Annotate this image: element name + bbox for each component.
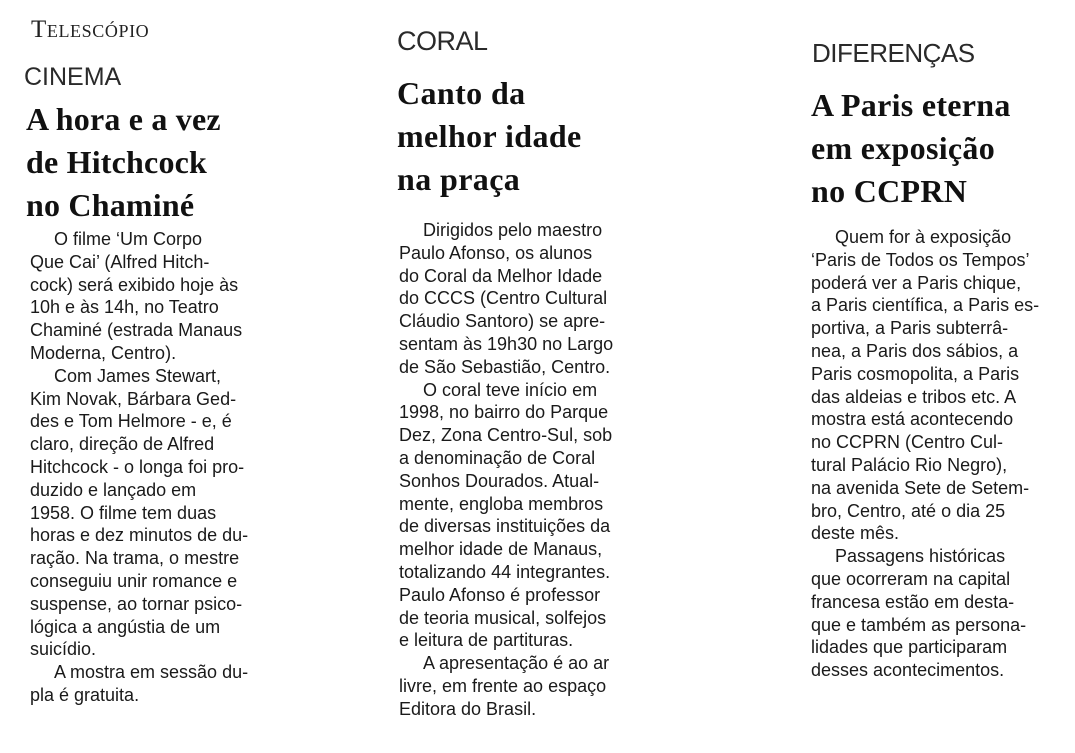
headline-line: Canto da	[397, 75, 526, 111]
section-label-telescopio: Telescópio	[31, 16, 150, 43]
body-line: totalizando 44 integrantes.	[399, 561, 611, 582]
body-line: suicídio.	[30, 639, 97, 660]
body-line: claro, direção de Alfred	[30, 434, 215, 455]
body-line: no CCPRN (Centro Cul-	[811, 432, 1004, 453]
body-line: A apresentação é ao ar	[423, 653, 610, 674]
body-line: que ocorreram na capital	[811, 568, 1011, 589]
body-line: poderá ver a Paris chique,	[811, 272, 1022, 293]
body-line: sentam às 19h30 no Largo	[399, 333, 614, 354]
body-line: de teoria musical, solfejos	[399, 607, 607, 628]
body-line: mente, engloba membros	[399, 493, 604, 514]
article-body-coral	[399, 219, 613, 721]
headline-line: no Chaminé	[26, 187, 195, 223]
body-line: ração. Na trama, o mestre	[30, 548, 240, 569]
headline-line: em exposição	[811, 130, 996, 166]
body-line: Cláudio Santoro) se apre-	[399, 311, 606, 332]
body-line: A mostra em sessão du-	[54, 662, 249, 683]
body-line: Editora do Brasil.	[399, 698, 537, 719]
body-line: 1958. O filme tem duas	[30, 502, 217, 523]
body-line: des e Tom Helmore - e, é	[30, 411, 232, 432]
headline-hitchcock	[26, 98, 221, 227]
body-line: 1998, no bairro do Parque	[399, 402, 609, 423]
body-line: do Coral da Melhor Idade	[399, 265, 603, 286]
body-line: O filme ‘Um Corpo	[54, 229, 203, 249]
body-line: Paris cosmopolita, a Paris	[811, 363, 1020, 384]
body-line: e leitura de partituras.	[399, 630, 574, 651]
body-line: a Paris científica, a Paris es-	[811, 295, 1040, 316]
section-label-diferencas: DIFERENÇAS	[812, 38, 975, 68]
body-line: Quem for à exposição	[835, 227, 1012, 247]
body-line: francesa estão em desta-	[811, 591, 1015, 612]
body-line: Dez, Zona Centro-Sul, sob	[399, 425, 613, 446]
body-line: desses acontecimentos.	[811, 660, 1005, 681]
headline-line: A hora e a vez	[26, 101, 221, 137]
body-line: Sonhos Dourados. Atual-	[399, 470, 600, 491]
body-line: portiva, a Paris subterrâ-	[811, 318, 1009, 339]
headline-paris	[811, 84, 1011, 213]
body-line: Hitchcock - o longa foi pro-	[30, 456, 245, 477]
body-line: bro, Centro, até o dia 25	[811, 500, 1006, 521]
subsection-label-cinema: CINEMA	[24, 63, 122, 91]
body-line: de diversas instituições da	[399, 516, 611, 537]
body-line: livre, em frente ao espaço	[399, 675, 607, 696]
body-line: Moderna, Centro).	[30, 342, 177, 363]
body-line: lidades que participaram	[811, 637, 1008, 658]
body-line: ‘Paris de Todos os Tempos’	[811, 249, 1030, 270]
body-line: conseguiu unir romance e	[30, 570, 238, 591]
body-line: a denominação de Coral	[399, 447, 596, 468]
headline-canto	[397, 72, 582, 201]
body-line: Com James Stewart,	[54, 365, 222, 386]
body-line: deste mês.	[811, 523, 900, 544]
body-line: pla é gratuita.	[30, 684, 140, 705]
body-line: tural Palácio Rio Negro),	[811, 454, 1008, 475]
body-line: 10h e às 14h, no Teatro	[30, 297, 219, 318]
article-body-paris	[811, 226, 1039, 682]
body-line: lógica a angústia de um	[30, 616, 221, 637]
article-body-cinema	[30, 228, 248, 707]
body-line: do CCCS (Centro Cultural	[399, 288, 608, 309]
body-line: Dirigidos pelo maestro	[423, 220, 603, 240]
body-line: Chaminé (estrada Manaus	[30, 320, 243, 341]
body-line: horas e dez minutos de du-	[30, 525, 249, 546]
body-line: mostra está acontecendo	[811, 409, 1014, 430]
body-line: na avenida Sete de Setem-	[811, 477, 1030, 498]
body-line: Kim Novak, Bárbara Ged-	[30, 388, 237, 409]
headline-line: melhor idade	[397, 118, 582, 154]
body-line: O coral teve início em	[423, 379, 598, 400]
headline-line: de Hitchcock	[26, 144, 208, 180]
body-line: que e também as persona-	[811, 614, 1027, 635]
body-line: Paulo Afonso, os alunos	[399, 242, 593, 263]
body-line: Paulo Afonso é professor	[399, 584, 601, 605]
body-line: das aldeias e tribos etc. A	[811, 386, 1017, 407]
headline-line: no CCPRN	[811, 173, 968, 209]
body-line: de São Sebastião, Centro.	[399, 356, 611, 377]
body-line: Passagens históricas	[835, 546, 1006, 567]
body-line: cock) será exibido hoje às	[30, 274, 239, 295]
headline-line: A Paris eterna	[811, 87, 1011, 123]
body-line: suspense, ao tornar psico-	[30, 593, 243, 614]
headline-line: na praça	[397, 161, 521, 197]
body-line: duzido e lançado em	[30, 479, 197, 500]
body-line: Que Cai’ (Alfred Hitch-	[30, 251, 210, 272]
body-line: melhor idade de Manaus,	[399, 539, 603, 560]
body-line: nea, a Paris dos sábios, a	[811, 340, 1019, 361]
section-label-coral: CORAL	[397, 26, 488, 56]
